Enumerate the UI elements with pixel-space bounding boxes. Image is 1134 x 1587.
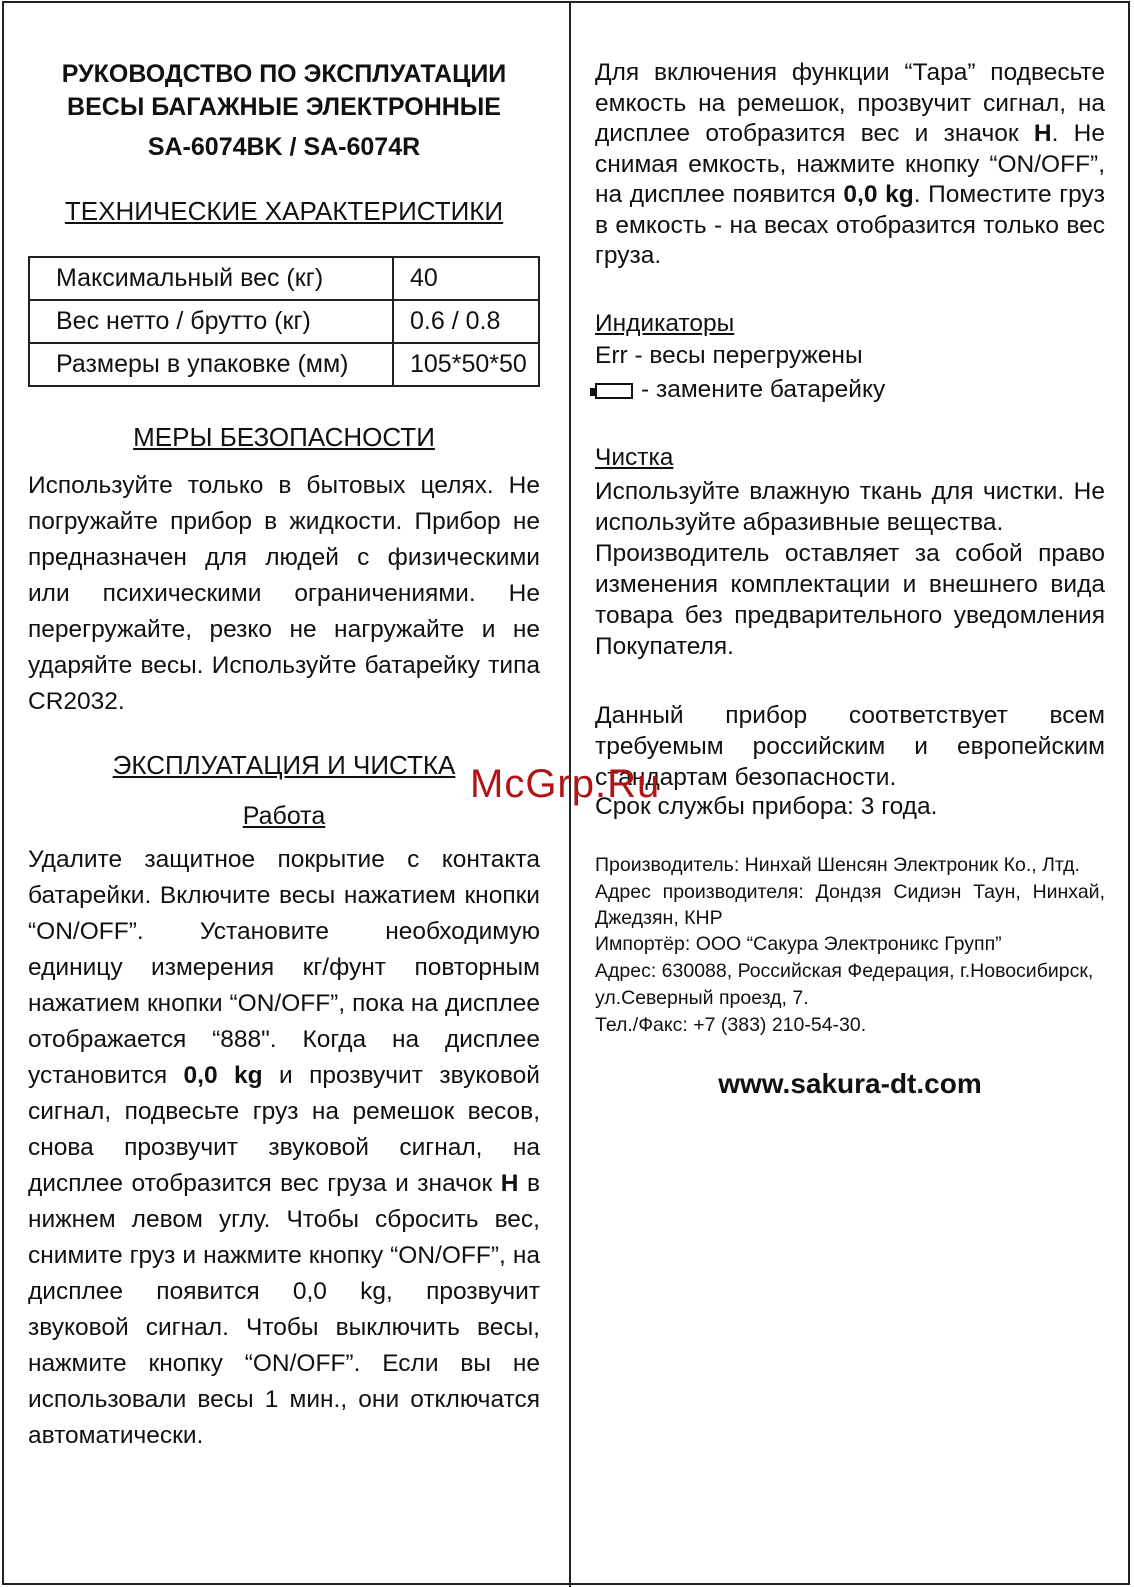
service-life: Срок службы прибора: 3 года. <box>595 793 938 820</box>
indicators-heading: Индикаторы <box>595 310 735 337</box>
watermark: McGrp.Ru <box>470 762 661 806</box>
h-icon-label: H <box>500 1170 519 1197</box>
table-row <box>29 257 539 300</box>
tare-text <box>595 58 1105 272</box>
h-icon-label: H <box>1033 120 1052 147</box>
tare-text-part: Для включения функции “Тара” подвесьте емкость на ремешок, прозвучит сигнал, на дисплее отобразится вес и значок <box>595 59 1105 147</box>
contact-block <box>595 852 1105 1039</box>
spec-label: Вес нетто / брутто (кг) <box>29 300 393 343</box>
spec-label: Размеры в упаковке (мм) <box>29 343 393 386</box>
spec-value: 40 <box>393 257 539 300</box>
spec-value: 105*50*50 <box>393 343 539 386</box>
title-line-3: SA-6074BK / SA-6074R <box>147 133 421 161</box>
work-text-part: и прозвучит звуковой сигнал, подвесьте груз на ремешок весов, снова прозвучит звуковой сигнал, на дисплее отобразится вес груза и значок <box>28 1062 540 1197</box>
work-heading: Работа <box>242 802 326 830</box>
work-text <box>28 842 540 1454</box>
table-row <box>29 300 539 343</box>
work-text-part: в нижнем левом углу. Чтобы сбросить вес, снимите груз и нажмите кнопку “ON/OFF”, на дисплее появится 0,0 kg, прозвучит звуковой сигнал. Чтобы выключить весы, нажмите кнопку “ON/OFF”. Если вы не использовали весы 1 мин., они отключатся автоматически. <box>28 1170 541 1449</box>
cleaning-heading: Чистка <box>595 444 674 471</box>
display-value: 0,0 kg <box>183 1062 263 1089</box>
safety-heading: МЕРЫ БЕЗОПАСНОСТИ <box>133 422 435 452</box>
indicator-battery <box>595 376 885 404</box>
title-line-1: РУКОВОДСТВО ПО ЭКСПЛУАТАЦИИ <box>61 60 507 88</box>
battery-low-icon <box>595 383 633 399</box>
safety-text: Используйте только в бытовых целях. Не погружайте прибор в жидкости. Прибор не предназначен для людей с физическими или психическими ограничениями. Не перегружайте, резко не нагружайте и не ударяйте весы. Используйте батарейку типа CR2032. <box>28 472 540 715</box>
tare-text-part: . Поместите груз в емкость - на весах отобразится только вес груза. <box>595 181 1105 269</box>
indicator-battery-label: - замените батарейку <box>641 376 886 403</box>
title-line-2: ВЕСЫ БАГАЖНЫЕ ЭЛЕКТРОННЫЕ <box>67 93 501 121</box>
importer: Импортёр: ООО “Сакура Электроникс Групп” <box>595 933 1002 955</box>
operation-heading: ЭКСПЛУАТАЦИЯ И ЧИСТКА <box>112 750 456 780</box>
importer-address: Адрес: 630088, Российская Федерация, г.Новосибирск, ул.Северный проезд, 7. <box>595 960 1094 1009</box>
specs-heading: ТЕХНИЧЕСКИЕ ХАРАКТЕРИСТИКИ <box>64 196 504 226</box>
rights-text: Производитель оставляет за собой право изменения комплектации и внешнего вида товара без предварительного уведомления Покупателя. <box>595 540 1105 660</box>
indicator-err: Err - весы перегружены <box>595 342 863 369</box>
tare-text-part: . Не снимая емкость, нажмите кнопку “ON/OFF”, на дисплее появится <box>595 120 1106 208</box>
website-link[interactable]: www.sakura-dt.com <box>718 1068 982 1099</box>
cleaning-text: Используйте влажную ткань для чистки. Не используйте абразивные вещества. <box>595 478 1105 536</box>
compliance-text: Данный прибор соответствует всем требуемым российским и европейским стандартам безопасности. <box>595 702 1105 791</box>
table-row <box>29 343 539 386</box>
spec-label: Максимальный вес (кг) <box>29 257 393 300</box>
phone: Тел./Факс: +7 (383) 210-54-30. <box>595 1014 867 1036</box>
spec-value: 0.6 / 0.8 <box>393 300 539 343</box>
work-text-part: Удалите защитное покрытие с контакта батарейки. Включите весы нажатием кнопки “ON/OFF”. Установите необходимую единицу измерения кг/фунт повторным нажатием кнопки “ON/OFF”, пока на дисплее отображается “888". Когда на дисплее установится <box>28 846 540 1089</box>
manufacturer-address: Адрес производителя: Дондзя Сидиэн Таун, Нинхай, Джедзян, КНР <box>595 881 1105 929</box>
specs-table <box>28 256 540 387</box>
manufacturer: Производитель: Нинхай Шенсян Электроник Ко., Лтд. <box>595 854 1080 876</box>
display-value: 0,0 kg <box>843 181 914 208</box>
